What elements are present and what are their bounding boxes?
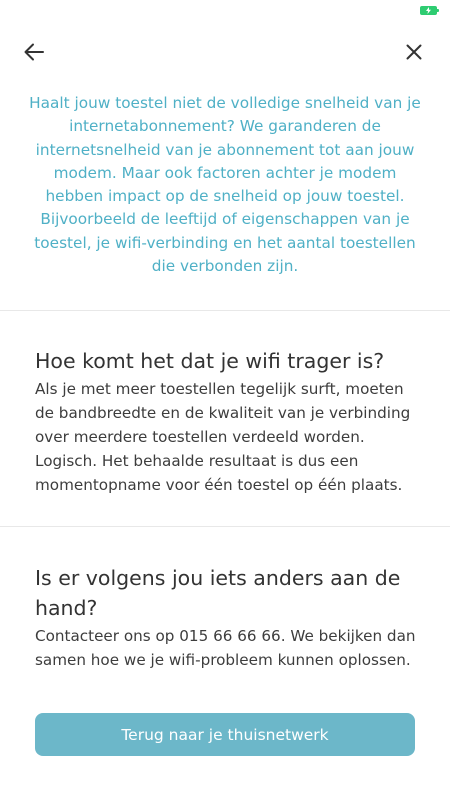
- back-button[interactable]: [20, 38, 48, 66]
- section-title-slower-wifi: Hoe komt het dat je wifi trager is?: [35, 349, 385, 373]
- section-body-something-else: Contacteer ons op 015 66 66 66. We bekijken dan samen hoe we je wifi-probleem kunnen oplossen.: [35, 627, 416, 669]
- status-bar: [0, 0, 450, 22]
- section-body-slower-wifi: Als je met meer toestellen tegelijk surft, moeten de bandbreedte en de kwaliteit van je verbinding over meerdere toestellen verdeeld worden. Logisch. Het behaalde resultaat is dus een momentopname voor één toestel op één plaats.: [35, 380, 411, 494]
- arrow-left-icon: [24, 43, 44, 61]
- section-title-something-else: Is er volgens jou iets anders aan de hand?: [35, 566, 401, 620]
- close-button[interactable]: [400, 38, 428, 66]
- nav-bar: [0, 30, 450, 74]
- battery-charging-icon: [420, 6, 437, 15]
- divider: [0, 310, 450, 311]
- close-icon: [406, 44, 422, 60]
- intro-text: Haalt jouw toestel niet de volledige snelheid van je internetabonnement? We garanderen de internetsnelheid van je abonnement tot aan jouw modem. Maar ook factoren achter je modem hebben impact op de snelheid op jouw toestel. Bijvoorbeeld de leeftijd of eigenschappen van je toestel, je wifi-verbinding en het aantal toestellen die verbonden zijn.: [29, 94, 421, 276]
- back-to-home-network-button[interactable]: Terug naar je thuisnetwerk: [35, 713, 415, 756]
- divider: [0, 526, 450, 527]
